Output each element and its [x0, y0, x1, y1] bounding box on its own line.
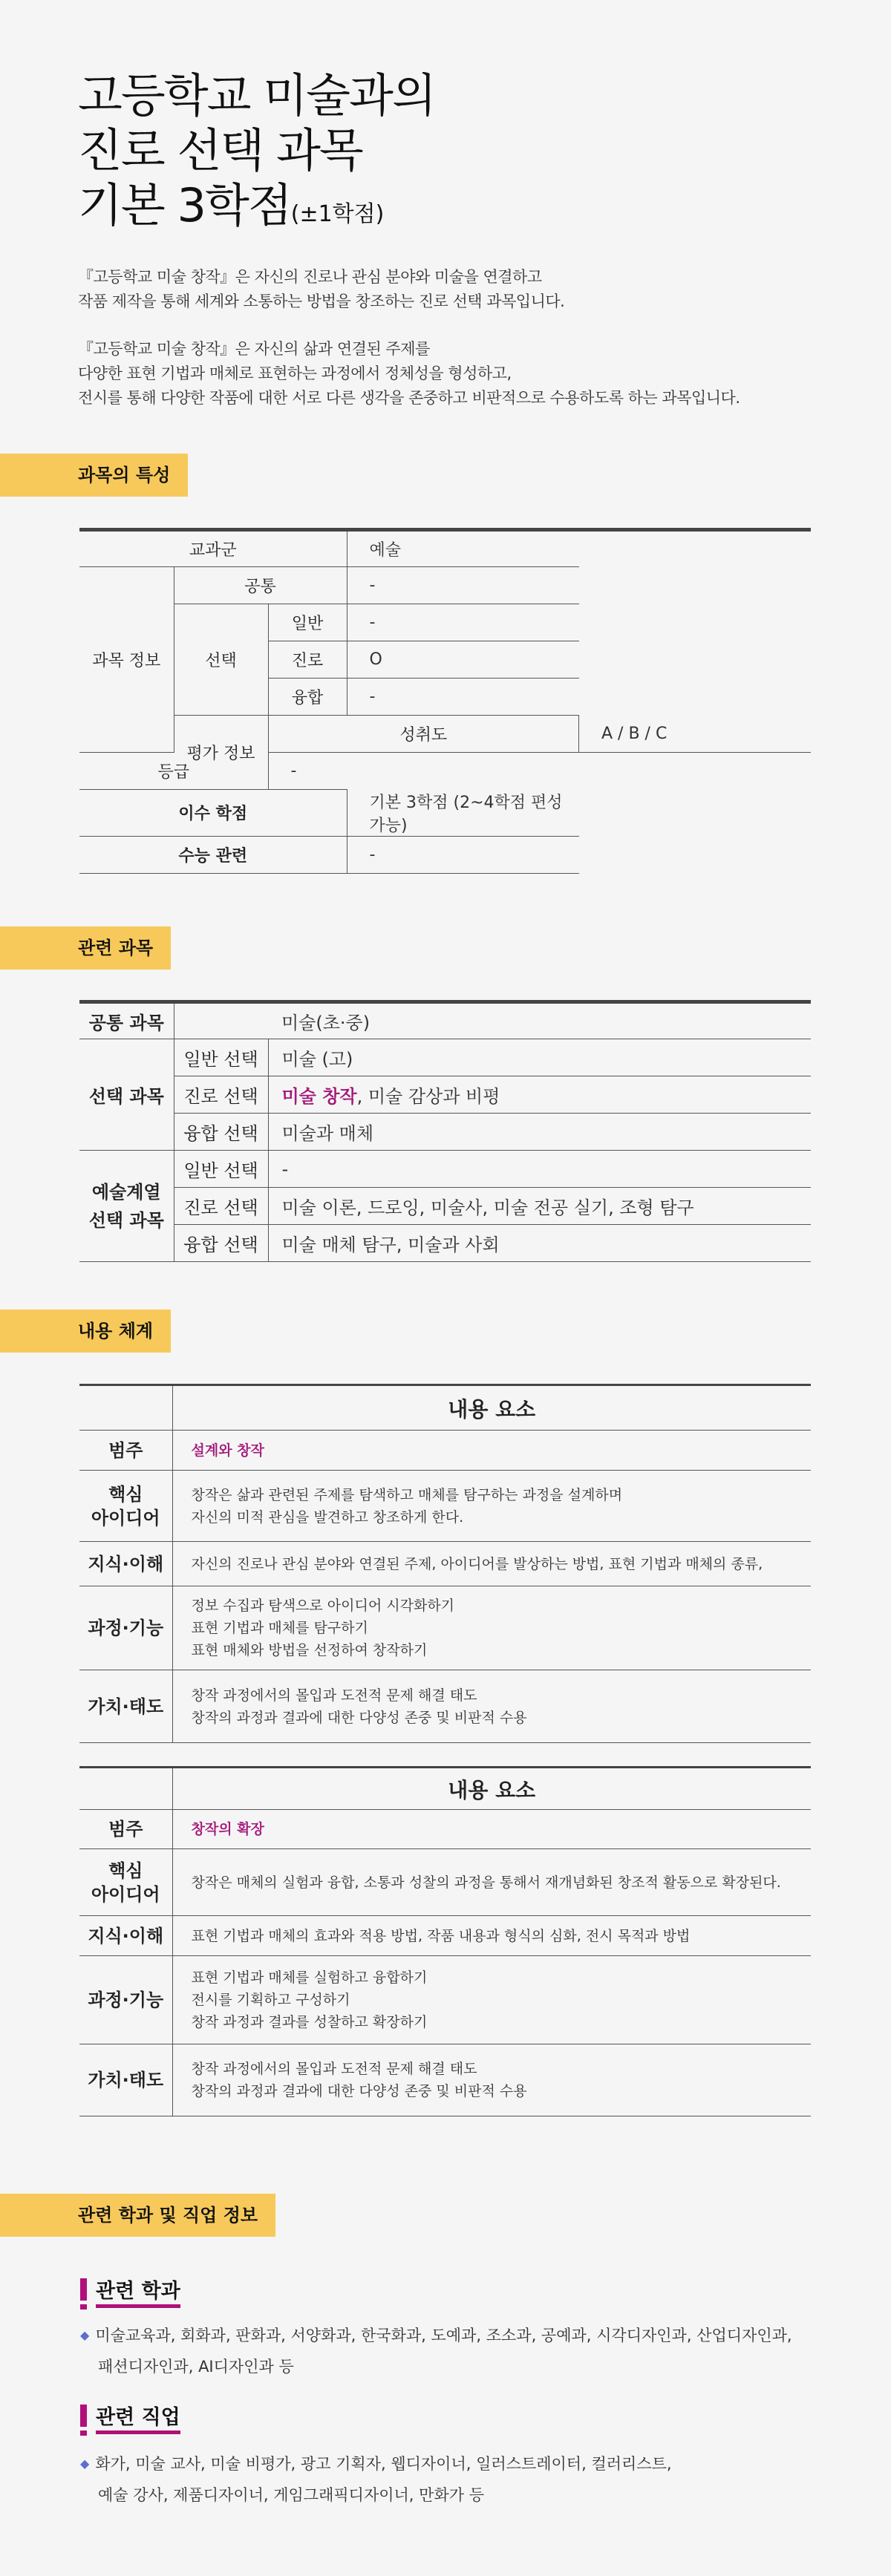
process-line: 표현 기법과 매체를 탐구하기 — [191, 1620, 368, 1636]
features-table — [79, 528, 811, 874]
knowledge-value: 자신의 진로나 관심 분야와 연결된 주제, 아이디어를 발상하는 방법, 표현 기법과 매체의 종류, — [172, 1542, 811, 1586]
idea-line: 창작은 매체의 실험과 융합, 소통과 성찰의 과정을 통해서 재개념화된 창조적 활동으로 확장된다. — [191, 1874, 781, 1891]
arts-label-line: 선택 과목 — [88, 1209, 164, 1231]
cell-info-label: 과목 정보 — [79, 567, 174, 753]
arts-label-line: 예술계열 — [91, 1181, 161, 1203]
cell-subject-group-label: 교과군 — [79, 530, 347, 567]
cell-fusion-label: 융합 — [268, 679, 347, 716]
intro-line: 작품 제작을 통해 세계와 소통하는 방법을 창조하는 진로 선택 과목입니다. — [78, 292, 565, 310]
page-title — [78, 68, 746, 242]
cell-eval-label: 평가 정보 — [174, 716, 268, 790]
content-table-1 — [79, 1384, 811, 1743]
process-line: 표현 기법과 매체를 실험하고 융합하기 — [191, 1969, 428, 1986]
diamond-bullet-icon: ◆ — [80, 2456, 90, 2471]
list-item-text-cont: 패션디자인과, AI디자인과 등 — [98, 2358, 294, 2376]
value-line: 창작의 과정과 결과에 대한 다양성 존중 및 비판적 수용 — [191, 1709, 527, 1726]
idea-label-line: 핵심 — [108, 1860, 143, 1881]
process-line: 정보 수집과 탐색으로 아이디어 시각화하기 — [191, 1598, 455, 1614]
diamond-bullet-icon: ◆ — [80, 2328, 90, 2342]
value-value — [172, 1670, 811, 1743]
cell-elective-subject-label: 선택 과목 — [79, 1039, 174, 1151]
value-value — [172, 2044, 811, 2116]
value-line: 창작 과정에서의 몰입과 도전적 문제 해결 태도 — [191, 2061, 477, 2077]
process-line: 창작 과정과 결과를 성찰하고 확장하기 — [191, 2014, 428, 2030]
knowledge-label: 지식·이해 — [79, 1542, 172, 1586]
related-jobs-heading-text: 관련 직업 — [96, 2406, 180, 2434]
cell-achievement: A / B / C — [579, 716, 812, 753]
section-tag-related: 관련 과목 — [0, 926, 171, 970]
cell-career-label: 진로 — [268, 641, 347, 679]
value-line: 창작의 과정과 결과에 대한 다양성 존중 및 비판적 수용 — [191, 2083, 527, 2099]
cell-credits-label: 이수 학점 — [79, 790, 347, 837]
process-line: 표현 매체와 방법을 선정하여 창작하기 — [191, 1642, 428, 1658]
category-value: 설계와 창작 — [172, 1431, 811, 1471]
value-line: 창작 과정에서의 몰입과 도전적 문제 해결 태도 — [191, 1687, 477, 1704]
cell-arts-career-label: 진로 선택 — [174, 1188, 268, 1225]
value-label: 가치·태도 — [79, 1670, 172, 1743]
idea-line: 자신의 미적 관심을 발견하고 창조하게 한다. — [191, 1508, 464, 1526]
idea-label — [79, 1849, 172, 1916]
idea-value — [172, 1849, 811, 1916]
exclamation-icon — [80, 2405, 87, 2427]
cell-arts-gen: - — [268, 1151, 811, 1188]
section-tag-features: 과목의 특성 — [0, 454, 188, 497]
title-line-3 — [78, 178, 746, 242]
cell-csat: - — [347, 836, 579, 873]
list-item-text: 화가, 미술 교사, 미술 비평가, 광고 기획자, 웹디자이너, 일러스트레이터, 컬러리스트, — [95, 2455, 672, 2473]
cell-fusion-elective-label: 융합 선택 — [174, 1114, 268, 1151]
idea-label — [79, 1471, 172, 1542]
related-depts-heading-text: 관련 학과 — [96, 2280, 180, 2308]
process-label: 과정·기능 — [79, 1956, 172, 2044]
related-depts-list — [80, 2320, 823, 2382]
related-jobs-list — [80, 2448, 823, 2511]
idea-value — [172, 1471, 811, 1542]
intro-line: 『고등학교 미술 창작』은 자신의 삶과 연결된 주제를 — [78, 340, 430, 358]
category-value: 창작의 확장 — [172, 1810, 811, 1849]
intro-line: 전시를 통해 다양한 작품에 대한 서로 다른 생각을 존중하고 비판적으로 수용하도록 하는 과목입니다. — [78, 389, 740, 407]
intro-line: 다양한 표현 기법과 매체로 표현하는 과정에서 정체성을 형성하고, — [78, 365, 512, 382]
intro-paragraph-1 — [78, 265, 880, 314]
list-item-text-cont: 예술 강사, 제품디자이너, 게임그래픽디자이너, 만화가 등 — [98, 2486, 484, 2504]
process-line: 전시를 기획하고 구성하기 — [191, 1992, 350, 2008]
list-item — [80, 2448, 823, 2479]
cell-elective-label: 선택 — [174, 604, 268, 716]
cell-arts-fusion: 미술 매체 탐구, 미술과 사회 — [268, 1225, 811, 1262]
cell-common-label: 공통 — [174, 567, 347, 604]
idea-label-line: 핵심 — [108, 1483, 143, 1505]
cell-gen-elective-label: 일반 선택 — [174, 1039, 268, 1076]
title-credit-note: (±1학점) — [290, 201, 385, 227]
content-table-2 — [79, 1766, 811, 2116]
cell-general-label: 일반 — [268, 604, 347, 641]
title-line-2: 진로 선택 과목 — [78, 123, 362, 177]
process-value — [172, 1956, 811, 2044]
knowledge-value: 표현 기법과 매체의 효과와 적용 방법, 작품 내용과 형식의 심화, 전시 목적과 방법 — [172, 1916, 811, 1956]
category-label: 범주 — [79, 1431, 172, 1471]
process-label: 과정·기능 — [79, 1586, 172, 1670]
list-item — [80, 2320, 823, 2351]
cell-grade: - — [268, 753, 347, 790]
related-jobs-heading — [80, 2401, 180, 2430]
cell-fusion: - — [347, 679, 579, 716]
title-line-1: 고등학교 미술과의 — [78, 68, 435, 122]
cell-career: O — [347, 641, 579, 679]
cell-arts-career: 미술 이론, 드로잉, 미술사, 미술 전공 실기, 조형 탐구 — [268, 1188, 811, 1225]
cell-common-subject-label: 공통 과목 — [79, 1002, 174, 1039]
cell-achievement-label: 성취도 — [268, 716, 579, 753]
cell-career-elective-label: 진로 선택 — [174, 1076, 268, 1114]
intro-paragraph-2 — [78, 337, 880, 411]
cell-career-elective — [268, 1076, 811, 1114]
cell-gen-elective: 미술 (고) — [268, 1039, 811, 1076]
content-header: 내용 요소 — [172, 1768, 811, 1810]
category-label: 범주 — [79, 1810, 172, 1849]
section-tag-content: 내용 체계 — [0, 1310, 171, 1353]
knowledge-label: 지식·이해 — [79, 1916, 172, 1956]
cell-fusion-elective: 미술과 매체 — [268, 1114, 811, 1151]
cell-arts-fusion-label: 융합 선택 — [174, 1225, 268, 1262]
intro-line: 『고등학교 미술 창작』은 자신의 진로나 관심 분야와 미술을 연결하고 — [78, 268, 542, 286]
cell-common: - — [347, 567, 579, 604]
idea-label-line: 아이디어 — [91, 1507, 160, 1529]
process-value — [172, 1586, 811, 1670]
cell-general: - — [347, 604, 579, 641]
related-subjects-table — [79, 1000, 811, 1262]
cell-csat-label: 수능 관련 — [79, 836, 347, 873]
related-depts-heading — [80, 2275, 180, 2304]
section-tag-careers: 관련 학과 및 직업 정보 — [0, 2194, 275, 2237]
cell-credits: 기본 3학점 (2~4학점 편성 가능) — [347, 790, 579, 837]
cell-common-subject: 미술(초·중) — [268, 1002, 811, 1039]
cell-arts-gen-label: 일반 선택 — [174, 1151, 268, 1188]
idea-label-line: 아이디어 — [91, 1883, 160, 1905]
list-item-text: 미술교육과, 회화과, 판화과, 서양화과, 한국화과, 도예과, 조소과, 공예과, 시각디자인과, 산업디자인과, — [95, 2327, 792, 2344]
cell-grade-label: 등급 — [79, 753, 268, 790]
title-credits: 기본 3학점 — [78, 178, 291, 232]
exclamation-icon — [80, 2278, 87, 2301]
value-label: 가치·태도 — [79, 2044, 172, 2116]
content-header: 내용 요소 — [172, 1385, 811, 1431]
highlight-subject: 미술 창작 — [281, 1086, 357, 1107]
idea-line: 창작은 삶과 관련된 주제를 탐색하고 매체를 탐구하는 과정을 설계하며 — [191, 1486, 623, 1503]
career-elective-rest: , 미술 감상과 비평 — [356, 1086, 500, 1107]
cell-subject-group: 예술 — [347, 530, 579, 567]
cell-arts-label — [79, 1151, 174, 1262]
